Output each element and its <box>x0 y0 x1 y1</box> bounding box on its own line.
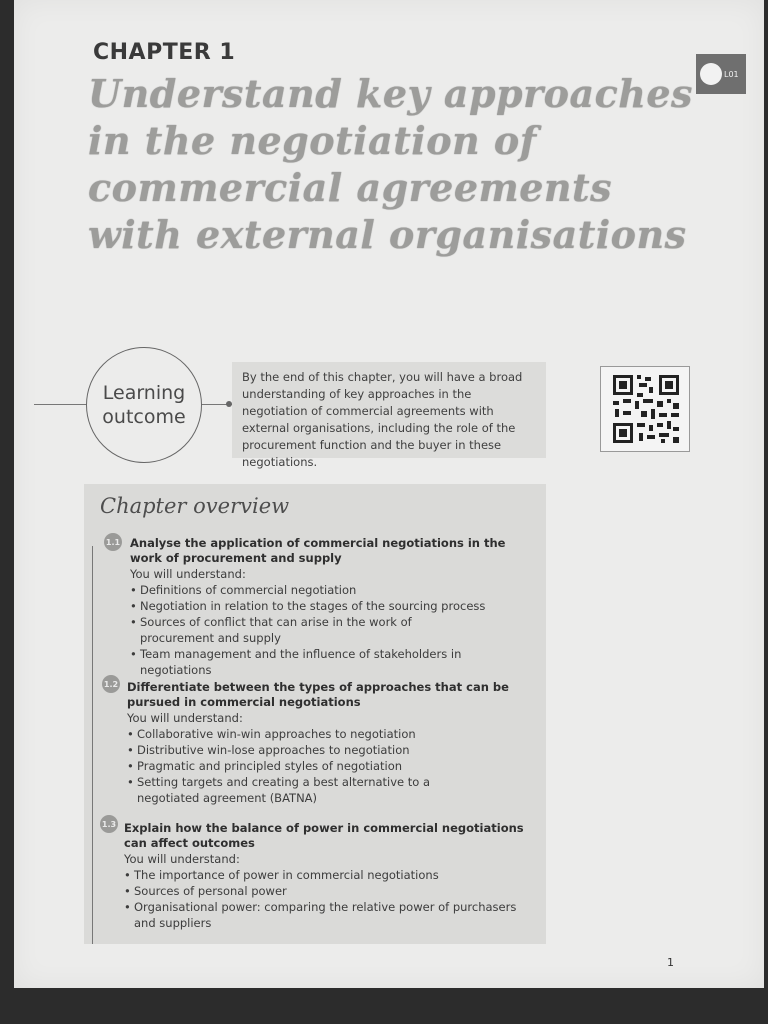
section-intro: You will understand: <box>127 711 243 725</box>
learning-outcome-circle <box>86 347 202 463</box>
list-item: • Pragmatic and principled styles of negotiation <box>127 758 537 774</box>
list-item: • Team management and the influence of stakeholders in negotiations <box>130 646 535 678</box>
tab-label: L01 <box>724 69 739 79</box>
list-item: • Organisational power: comparing the relative power of purchasers and suppliers <box>124 899 534 931</box>
section-heading: Differentiate between the types of approaches that can be pursued in commercial negotiations <box>127 680 509 709</box>
section-number-badge: 1.2 <box>102 675 120 693</box>
section-number-badge: 1.3 <box>100 815 118 833</box>
section-intro: You will understand: <box>124 852 240 866</box>
section-heading: Explain how the balance of power in commercial negotiations can affect outcomes <box>124 821 524 850</box>
chapter-title: Understand key approaches in the negotiation of commercial agreements with external organisations <box>88 71 693 257</box>
learning-outcome-text: By the end of this chapter, you will have a broad understanding of key approaches in the negotiation of commercial agreements with external organisations, including the role of the procurement function and the buyer in these negotiations. <box>232 362 546 458</box>
list-item: • Definitions of commercial negotiation <box>130 582 535 598</box>
section-bullet-list <box>127 726 537 806</box>
section-bullet-list <box>130 582 535 678</box>
learning-outcome-label-1: Learning <box>102 382 186 404</box>
list-item: • Sources of conflict that can arise in the work of procurement and supply <box>130 614 480 646</box>
list-item: • Collaborative win-win approaches to negotiation <box>127 726 537 742</box>
list-item: • Negotiation in relation to the stages of the sourcing process <box>130 598 535 614</box>
list-item: • The importance of power in commercial negotiations <box>124 867 534 883</box>
chapter-overview-title: Chapter overview <box>100 494 290 518</box>
learning-outcome-label-2: outcome <box>102 406 186 428</box>
overview-section <box>124 821 534 931</box>
qr-code-icon[interactable] <box>600 366 690 452</box>
list-item: • Sources of personal power <box>124 883 534 899</box>
tab-circle-icon <box>700 63 722 85</box>
overview-section <box>130 536 535 678</box>
list-item: • Distributive win-lose approaches to negotiation <box>127 742 537 758</box>
learning-outcome-tab <box>696 54 746 94</box>
list-item: • Setting targets and creating a best alternative to a negotiated agreement (BATNA) <box>127 774 477 806</box>
section-number-badge: 1.1 <box>104 533 122 551</box>
chapter-label: CHAPTER 1 <box>93 40 236 65</box>
overview-timeline-line <box>92 546 93 944</box>
section-heading: Analyse the application of commercial negotiations in the work of procurement and supply <box>130 536 506 565</box>
overview-section <box>127 680 537 806</box>
section-bullet-list <box>124 867 534 931</box>
section-intro: You will understand: <box>130 567 246 581</box>
page-number: 1 <box>667 956 674 969</box>
